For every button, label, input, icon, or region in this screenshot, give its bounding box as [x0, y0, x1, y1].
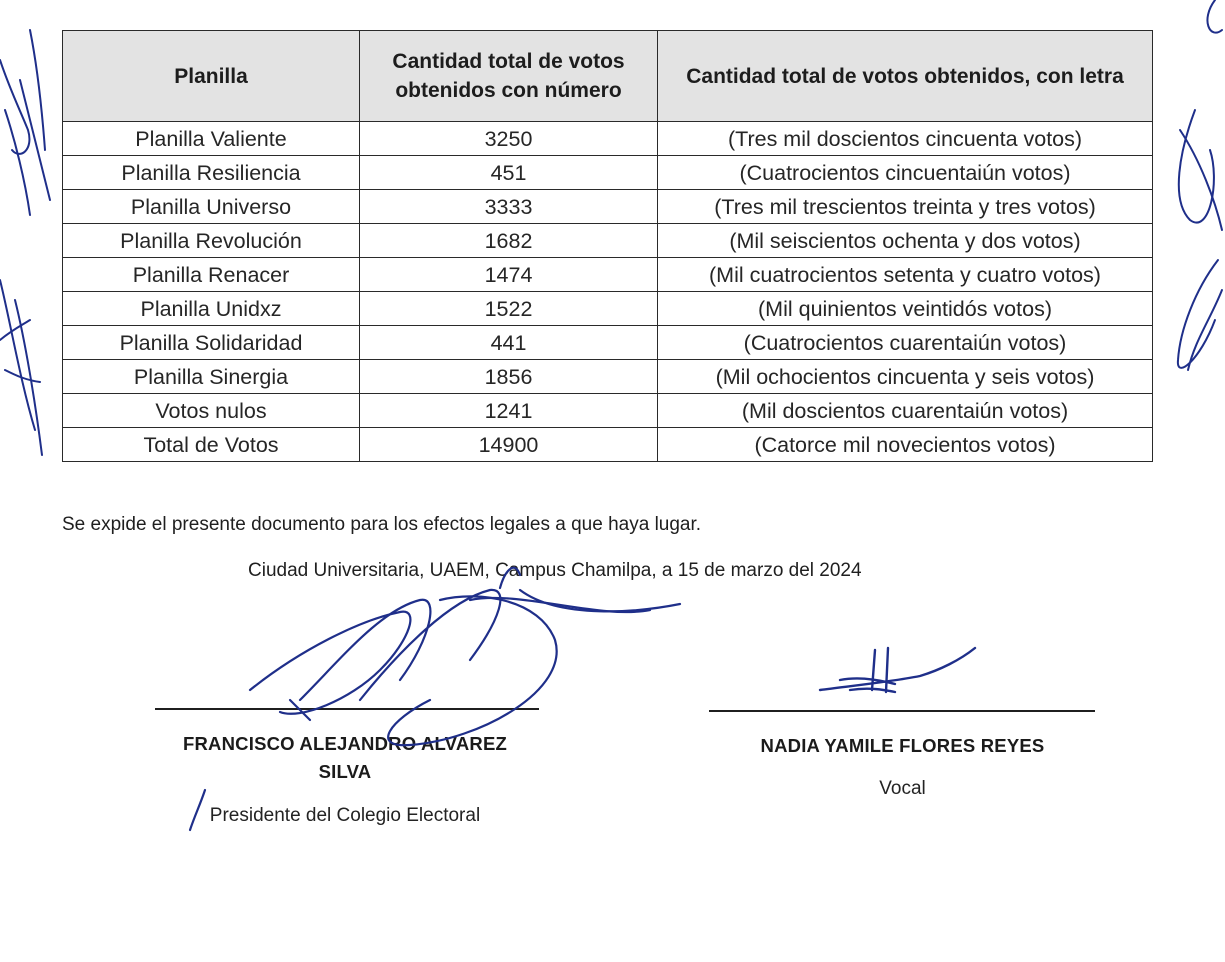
cell-planilla: Planilla Universo — [63, 190, 360, 224]
signatory-name-right-line1: NADIA YAMILE FLORES REYES — [760, 735, 1045, 756]
cell-votos-letra: (Mil doscientos cuarentaiún votos) — [658, 394, 1153, 428]
cell-votos-letra: (Mil cuatrocientos setenta y cuatro votos) — [658, 258, 1153, 292]
cell-votos-letra: (Cuatrocientos cincuentaiún votos) — [658, 156, 1153, 190]
cell-planilla: Total de Votos — [63, 428, 360, 462]
cell-votos-numero: 1856 — [360, 360, 658, 394]
place-and-date: Ciudad Universitaria, UAEM, Campus Chamilpa, a 15 de marzo del 2024 — [248, 560, 862, 581]
cell-votos-letra: (Tres mil doscientos cincuenta votos) — [658, 122, 1153, 156]
signatory-role-right: Vocal — [879, 778, 926, 799]
signature-right — [820, 648, 975, 692]
header-votos-letra: Cantidad total de votos obtenidos, con letra — [658, 31, 1153, 122]
header-planilla: Planilla — [63, 31, 360, 122]
signatory-role-left: Presidente del Colegio Electoral — [209, 805, 481, 826]
cell-planilla: Planilla Revolución — [63, 224, 360, 258]
header-votos-numero: Cantidad total de votos obtenidos con número — [360, 31, 658, 122]
cell-votos-letra: (Cuatrocientos cuarentaiún votos) — [658, 326, 1153, 360]
cell-votos-letra: (Mil ochocientos cincuenta y seis votos) — [658, 360, 1153, 394]
cell-votos-letra: (Mil seiscientos ochenta y dos votos) — [658, 224, 1153, 258]
signature-left — [190, 568, 680, 830]
cell-votos-numero: 3250 — [360, 122, 658, 156]
cell-planilla: Planilla Sinergia — [63, 360, 360, 394]
cell-votos-numero: 441 — [360, 326, 658, 360]
cell-votos-numero: 3333 — [360, 190, 658, 224]
cell-planilla: Planilla Solidaridad — [63, 326, 360, 360]
cell-votos-letra: (Tres mil trescientos treinta y tres votos) — [658, 190, 1153, 224]
cell-votos-letra: (Mil quinientos veintidós votos) — [658, 292, 1153, 326]
cell-votos-numero: 1474 — [360, 258, 658, 292]
cell-votos-numero: 1522 — [360, 292, 658, 326]
legal-statement: Se expide el presente documento para los efectos legales a que haya lugar. — [62, 514, 702, 535]
cell-votos-letra: (Catorce mil novecientos votos) — [658, 428, 1153, 462]
signatory-name-left-line2: SILVA — [318, 761, 372, 782]
margin-initials-left — [0, 30, 50, 455]
cell-planilla: Planilla Valiente — [63, 122, 360, 156]
cell-votos-numero: 1241 — [360, 394, 658, 428]
cell-votos-numero: 1682 — [360, 224, 658, 258]
cell-votos-numero: 14900 — [360, 428, 658, 462]
cell-votos-numero: 451 — [360, 156, 658, 190]
cell-planilla: Planilla Unidxz — [63, 292, 360, 326]
cell-planilla: Planilla Resiliencia — [63, 156, 360, 190]
signatory-name-left-line1: FRANCISCO ALEJANDRO ALVAREZ — [182, 733, 507, 754]
cell-planilla: Planilla Renacer — [63, 258, 360, 292]
cell-planilla: Votos nulos — [63, 394, 360, 428]
margin-initials-right — [1178, 0, 1222, 370]
